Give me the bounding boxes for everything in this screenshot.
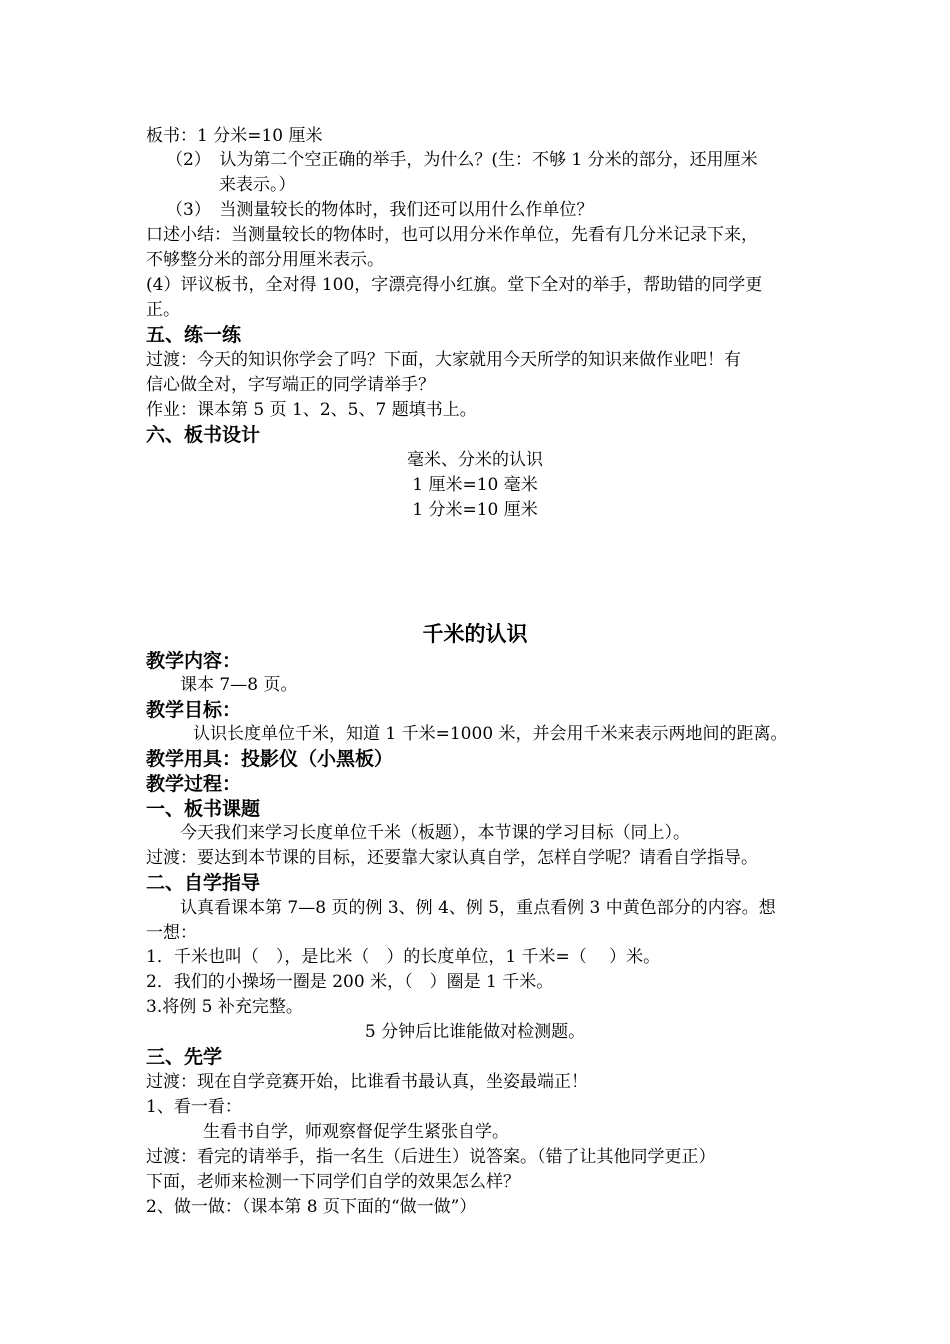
- step-2-centered-note: 5 分钟后比谁能做对检测题。: [364, 1022, 586, 1042]
- summary-line-2: 不够整分米的部分用厘米表示。: [146, 250, 384, 270]
- board-design-line-1: 1 厘米=10 毫米: [412, 475, 538, 495]
- step-1-line-2: 过渡：要达到本节课的目标，还要靠大家认真自学，怎样自学呢？请看自学指导。: [146, 848, 758, 868]
- summary-line-1: 口述小结：当测量较长的物体时，也可以用分米作单位，先看有几分米记录下来，: [146, 225, 758, 245]
- section-heading-5: 五、练一练: [146, 324, 242, 346]
- content-heading: 教学内容：: [146, 650, 242, 672]
- step-2-item-1: 1．千米也叫（ ），是比米（ ）的长度单位，1 千米=（ ）米。: [146, 947, 661, 967]
- content-text: 课本 7—8 页。: [180, 675, 298, 695]
- homework-line: 作业：课本第 5 页 1、2、5、7 题填书上。: [146, 400, 477, 420]
- item-4-line-1: (4）评议板书，全对得 100，字漂亮得小红旗。堂下全对的举手，帮助错的同学更: [146, 275, 763, 295]
- step-3-line-6: 2、做一做：（课本第 8 页下面的“做一做”）: [146, 1197, 477, 1217]
- step-3-line-3: 生看书自学，师观察督促学生紧张自学。: [203, 1122, 509, 1142]
- goal-heading: 教学目标：: [146, 699, 242, 721]
- step-3-heading: 三、先学: [146, 1046, 223, 1068]
- step-2-item-2: 2．我们的小操场一圈是 200 米，（ ）圈是 1 千米。: [146, 972, 554, 992]
- lesson-title: 千米的认识: [422, 621, 528, 646]
- tools-line: 教学用具：投影仪（小黑板）: [146, 748, 394, 770]
- board-design-title: 毫米、分米的认识: [407, 450, 543, 470]
- step-2-item-3: 3.将例 5 补充完整。: [146, 997, 303, 1017]
- step-1-heading: 一、板书课题: [146, 798, 261, 820]
- step-3-line-5: 下面，老师来检测一下同学们自学的效果怎么样？: [146, 1172, 520, 1192]
- step-2-heading: 二、自学指导: [146, 872, 261, 894]
- goal-text: 认识长度单位千米，知道 1 千米=1000 米，并会用千米来表示两地间的距离。: [193, 724, 788, 744]
- step-3-line-1: 过渡：现在自学竞赛开始，比谁看书最认真，坐姿最端正！: [146, 1072, 588, 1092]
- transition-line-2: 信心做全对，字写端正的同学请举手？: [146, 375, 435, 395]
- question-2-line-2: 来表示。）: [219, 175, 296, 195]
- step-2-line-2: 一想：: [146, 923, 197, 943]
- question-2-line-1: （2） 认为第二个空正确的举手，为什么？(生：不够 1 分米的部分，还用厘米: [166, 150, 758, 170]
- board-design-line-2: 1 分米=10 厘米: [412, 500, 538, 520]
- process-heading: 教学过程：: [146, 773, 242, 795]
- question-3: （3） 当测量较长的物体时，我们还可以用什么作单位？: [166, 200, 594, 220]
- section-heading-6: 六、板书设计: [146, 424, 261, 446]
- step-1-line-1: 今天我们来学习长度单位千米（板题），本节课的学习目标（同上）。: [180, 823, 690, 843]
- step-3-line-2: 1、看一看：: [146, 1097, 242, 1117]
- step-2-line-1: 认真看课本第 7—8 页的例 3、例 4、例 5，重点看例 3 中黄色部分的内容。想: [180, 898, 776, 918]
- board-note: 板书：1 分米=10 厘米: [146, 126, 323, 146]
- item-4-line-2: 正。: [146, 300, 180, 320]
- step-3-line-4: 过渡：看完的请举手，指一名生（后进生）说答案。（错了让其他同学更正）: [146, 1147, 716, 1167]
- transition-line-1: 过渡：今天的知识你学会了吗？下面，大家就用今天所学的知识来做作业吧！有: [146, 350, 741, 370]
